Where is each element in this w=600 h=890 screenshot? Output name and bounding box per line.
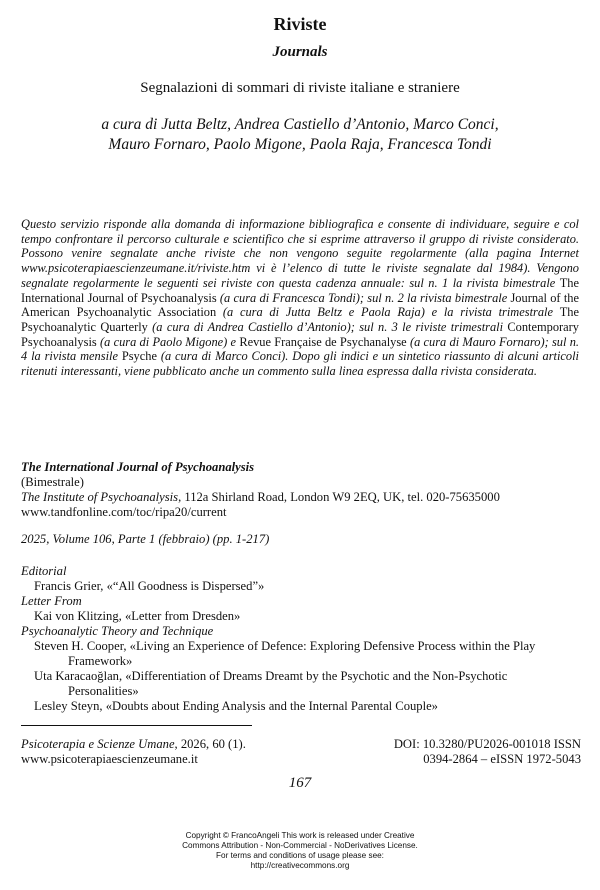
page-number: 167 [288,775,312,791]
intro-text-3: (a cura di Jutta Beltz e Paola Raja) e la rivista trimestrale [216,305,560,320]
intro-text-2: (a cura di Francesca Tondi); sul n. 2 la rivista bimestrale [216,290,511,305]
intro-journal-5: Revue Française de Psychanalyse [239,334,407,349]
intro-text-5: (a cura di Paolo Migone) e [96,334,240,349]
footer-citation-block [21,737,341,767]
page-subtitle: Journals [272,44,328,60]
editors-credit [0,115,600,155]
intro-journal-1: The International Journal of Psychoanalysis [21,275,579,305]
toc-article: Kai von Klitzing, «Letter from Dresden» [34,609,241,623]
journal-publisher: The Institute of Psychoanalysis [21,490,179,504]
journal-url[interactable]: www.tandfonline.com/toc/ripa20/current [21,505,227,519]
toc-section-theory-technique: Psychoanalytic Theory and Technique [21,624,214,638]
journal-header [21,460,581,520]
intro-text-7: (a cura di Marco Conci). Dopo gli indici e un sintetico riassunto di alcuni articoli ritenuti interessanti, viene pubblicato anche un commento sulla linea espressa dalla rivista considerata. [21,349,579,379]
footer-doi: DOI: 10.3280/PU2026-001018 ISSN [393,737,581,751]
footer-website[interactable]: www.psicoterapiaescienzeumane.it [21,752,198,766]
copyright-link[interactable]: http://creativecommons.org [250,861,350,870]
toc-article: Uta Karacaoğlan, «Differentiation of Dreams Dreamt by the Psychotic and the Non-Psychotic Personalities» [34,669,508,698]
journal-address: , 112a Shirland Road, London W9 2EQ, UK, tel. 020-75635000 [178,490,500,504]
copyright-line-2: Commons Attribution - Non-Commercial - NoDerivatives License. [182,841,418,850]
toc-article: Steven H. Cooper, «Living an Experience of Defence: Exploring Defensive Process within the Play Framework» [34,639,536,668]
editors-line-2: Mauro Fornaro, Paolo Migone, Paola Raja, Francesca Tondi [108,136,492,153]
toc-article: Francis Grier, «“All Goodness is Dispersed”» [34,579,265,593]
toc-section-editorial: Editorial [21,564,67,578]
footer-issn: 0394-2864 – eISSN 1972-5043 [423,752,581,766]
copyright-notice [0,831,600,871]
journal-title: The International Journal of Psychoanalysis [21,460,255,474]
issue-info: 2025, Volume 106, Parte 1 (febbraio) (pp. 1-217) [21,532,270,546]
footer-doi-block [321,737,581,767]
footer-journal-name: Psicoterapia e Scienze Umane [21,737,175,751]
copyright-line-1: Copyright © FrancoAngeli This work is released under Creative [185,831,415,840]
copyright-line-3: For terms and conditions of usage please see: [216,851,384,860]
toc-section-letter-from: Letter From [21,594,82,608]
intro-text-1: Questo servizio risponde alla domanda di informazione bibliografica e consente di individuare, seguire e col tempo confrontare il percorso culturale e scientifico che si esprime attraverso il gruppo di riviste considerato. Possono venire segnalate anche riviste che non vengono seguite regolarmente (alla pagina Internet www.psicoterapiaescienzeumane.it/riviste.htm vi è l’elenco di tutte le riviste segnalate dal 1984). Vengono segnalate regolarmente le seguenti sei riviste con questa cadenza annuale: sul n. 1 la rivista bimestrale [21,217,579,290]
intro-journal-3: The Psychoanalytic Quarterly [21,305,579,334]
intro-journal-2: Journal of the American Psychoanalytic Association [21,290,579,320]
intro-journal-4: Contemporary Psychoanalysis [21,319,579,349]
intro-journal-6: Psyche [121,349,157,364]
footer-volume: , 2026, 60 (1). [174,737,246,751]
editors-line-1: a cura di Jutta Beltz, Andrea Castiello d’Antonio, Marco Conci, [101,116,499,133]
journal-publisher-line [21,490,581,505]
intro-text-6: (a cura di Mauro Fornaro); sul n. 4 la rivista mensile [21,334,580,364]
intro-paragraph [21,217,579,379]
journal-frequency: (Bimestrale) [21,475,84,489]
section-description: Segnalazioni di sommari di riviste italiane e straniere [140,80,460,96]
footnote-divider [21,725,252,726]
table-of-contents [21,564,581,714]
intro-text-4: (a cura di Andrea Castiello d’Antonio); sul n. 3 le riviste trimestrali [147,319,508,334]
footer-citation [21,737,341,752]
page-title: Riviste [273,14,327,34]
toc-article: Lesley Steyn, «Doubts about Ending Analysis and the Internal Parental Couple» [34,699,438,713]
